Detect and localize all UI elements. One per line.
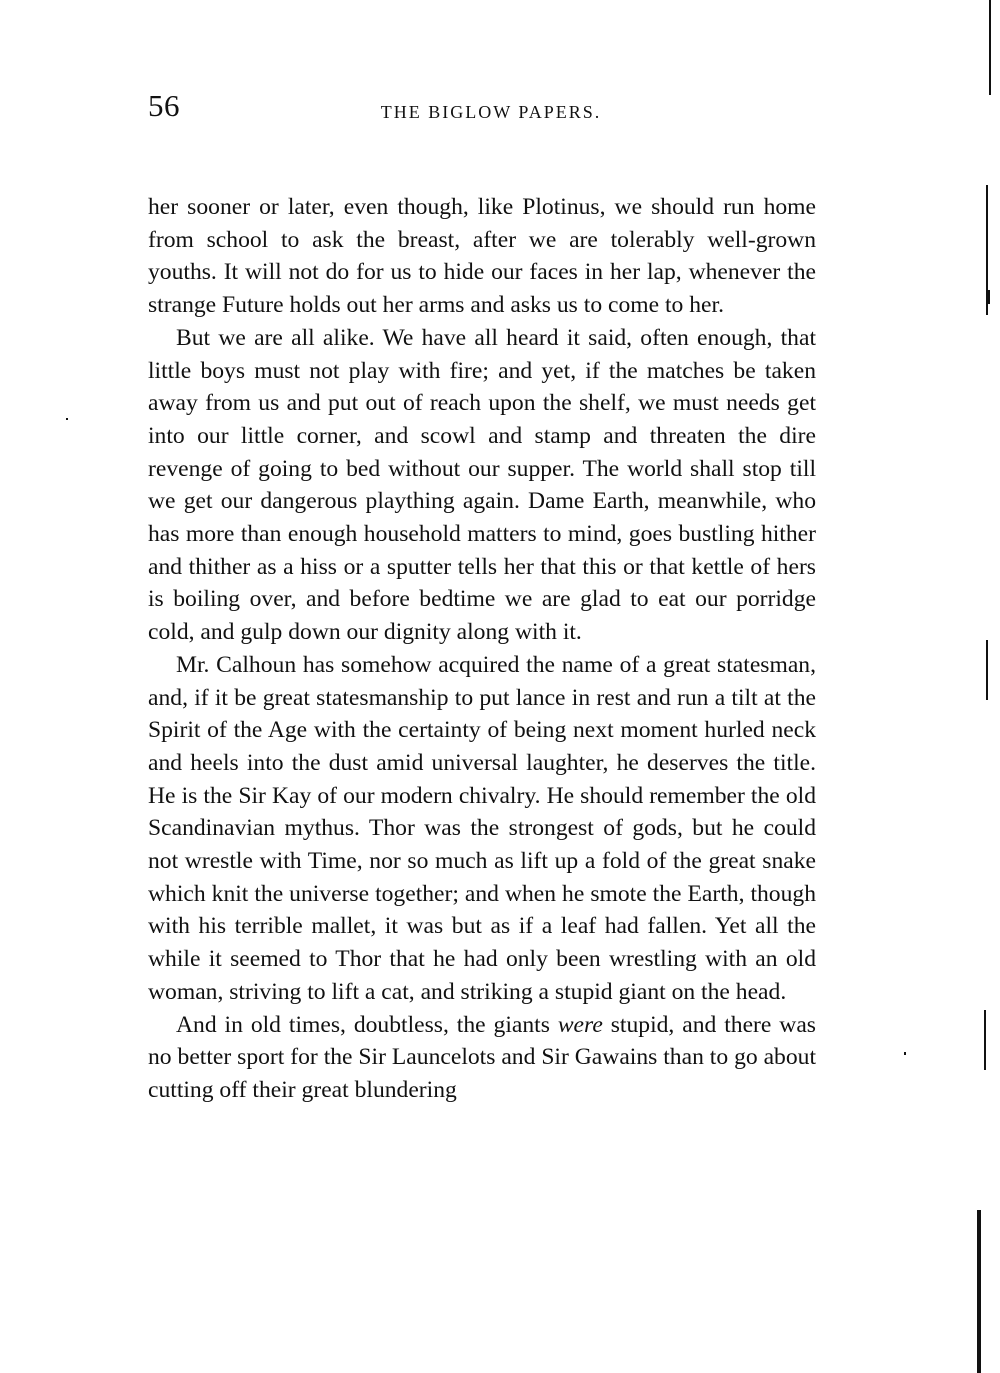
paragraph-4 [148, 1009, 816, 1107]
scan-edge-line-top [989, 0, 991, 95]
scan-edge-line-bottom [977, 1210, 981, 1373]
paragraph-2: But we are all alike. We have all heard it said, often enough, that little boys must not play with fire; and yet, if the matches be taken away from us and put out of reach upon the shelf, we must needs get into our little corner, and scowl and stamp and threaten the dire revenge of going to bed without our supper. The world shall stop till we get our dangerous plaything again. Dame Earth, meanwhile, who has more than enough household matters to mind, goes bustling hither and thither as a hiss or a sputter tells her that this or that kettle of hers is boiling over, and before bedtime we are glad to eat our porridge cold, and gulp down our dignity along with it. [148, 324, 816, 646]
scan-edge-dot-1 [986, 290, 990, 304]
page-header [148, 84, 820, 128]
paragraph-4-before: And in old times, doubtless, the giants [176, 1011, 558, 1038]
paragraph-4-after: stupid, and there was no better sport for the Sir Launcelots and Sir Gawains than to go about cutting off their great blundering [148, 1011, 816, 1103]
page-number: 56 [148, 88, 180, 123]
body-text [148, 191, 816, 1107]
scan-edge-line-mid [986, 640, 988, 700]
paragraph-1: her sooner or later, even though, like Plotinus, we should run home from school to ask the breast, after we are tolerably well-grown youths. It will not do for us to hide our faces in her lap, whenever the strange Future holds out her arms and asks us to come to her. [148, 194, 816, 319]
paragraph-3: Mr. Calhoun has somehow acquired the name of a great statesman, and, if it be great statesmanship to put lance in rest and run a tilt at the Spirit of the Age with the certainty of being next moment hurled neck and heels into the dust amid universal laughter, he deserves the title. He is the Sir Kay of our modern chivalry. He should remember the old Scandinavian mythus. Thor was the strongest of gods, but he could not wrestle with Time, nor so much as lift up a fold of the great snake which knit the universe together; and when he smote the Earth, though with his terrible mallet, it was but as if a leaf had fallen. Yet all the while it seemed to Thor that he had only been wrestling with an old woman, striving to lift a cat, and striking a stupid giant on the head. [148, 651, 816, 1005]
scan-speck-right [904, 1052, 906, 1055]
running-title: THE BIGLOW PAPERS. [380, 102, 602, 122]
paragraph-4-emphasis: were [557, 1011, 603, 1038]
scan-speck-left [66, 418, 68, 420]
scan-edge-line-lower [984, 1010, 986, 1070]
